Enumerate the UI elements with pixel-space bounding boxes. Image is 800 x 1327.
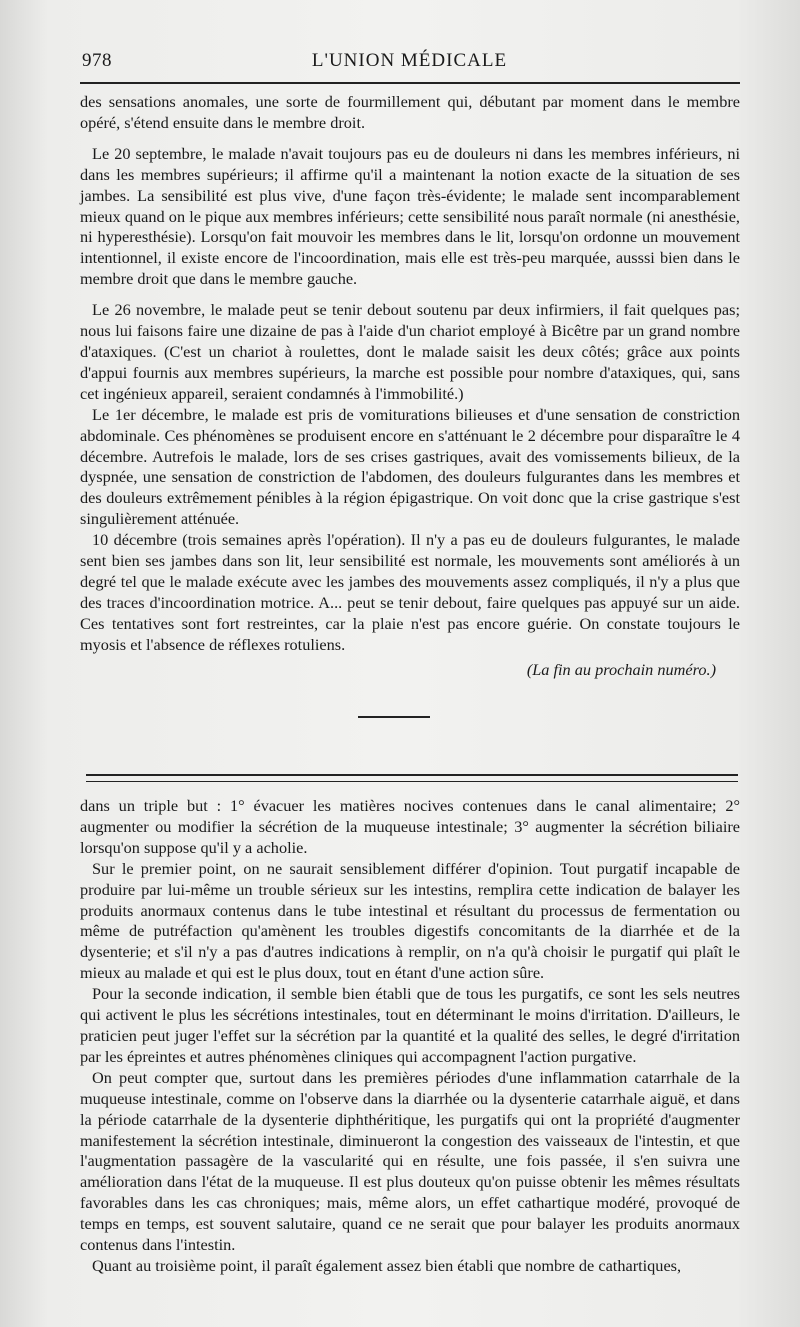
header-rule (80, 82, 740, 84)
page-header (82, 46, 737, 76)
running-title: L'UNION MÉDICALE (311, 50, 508, 71)
article-paragraph: Le 1er décembre, le malade est pris de vomiturations bilieuses et d'une sensation de constriction abdominale. Ces phénomènes se produisent encore en s'atténuant le 2 décembre pour disparaître le 4 décembre. Autrefois le malade, lors de ses crises gastriques, avait des vomissements bilieux, de la dyspnée, une sensation de constriction de l'abdomen, des douleurs fulgurantes dans les membres et des douleurs extrêmement pénibles à la région épigastrique. On voit donc que la crise gastrique s'est singulièrement atténuée. (80, 404, 740, 529)
continuation-note: (La fin au prochain numéro.) (526, 659, 716, 679)
feuilleton-separator (86, 774, 738, 782)
feuilleton-paragraph: Sur le premier point, on ne saurait sensiblement différer d'opinion. Tout purgatif incapable de produire par lui-même un trouble sérieux sur les intestins, remplira cette indication de balayer les produits anormaux contenus dans le tube intestinal et résultant du processus de fermentation ou même de putréfaction qu'amènent les troubles digestifs concomitants de la diarrhée et de la dysenterie; et s'il n'y a pas d'autres indications à remplir, on n'a qu'à choisir le purgatif qui plaît le mieux au malade et qui est le plus doux, tout en étant d'une action sûre. (80, 858, 740, 983)
article-paragraph: Le 26 novembre, le malade peut se tenir debout soutenu par deux infirmiers, il fait quelques pas; nous lui faisons faire une dizaine de pas à l'aide d'un chariot employé à Bicêtre par un grand nombre d'ataxiques. (C'est un chariot à roulettes, dont le malade saisit les deux côtés; grâce aux points d'appui fournis aux membres supérieurs, la marche est possible pour nombre d'ataxiques, qui, sans cet ingénieux appareil, seraient condamnés à l'immobilité.) (80, 300, 740, 403)
feuilleton-body (80, 796, 740, 1277)
section-end-rule (358, 716, 430, 718)
feuilleton-paragraph: Quant au troisième point, il paraît également assez bien établi que nombre de cathartiques, (92, 1255, 682, 1275)
feuilleton-paragraph: dans un triple but : 1° évacuer les matières nocives contenues dans le canal alimentaire; 2° augmenter ou modifier la sécrétion de la muqueuse intestinale; 3° augmenter la sécrétion biliaire lorsqu'on suppose qu'il y a acholie. (80, 796, 740, 857)
article-paragraph: Le 20 septembre, le malade n'avait toujours pas eu de douleurs ni dans les membres inférieurs, ni dans les membres supérieurs; il affirme qu'il a maintenant la notion exacte de la situation de ses jambes. La sensibilité est plus vive, d'une façon très-évidente; le malade sent incomparablement mieux quand on le pique aux membres inférieurs; cette sensibilité nous paraît normale (ni anesthésie, ni hyperesthésie). Lorsqu'on fait mouvoir les membres dans le lit, lorsqu'on ordonne un mouvement intentionnel, il existe encore de l'incoordination, mais elle est très-peu marquée, ausssi bien dans le membre droit que dans le membre gauche. (80, 143, 740, 289)
feuilleton-paragraph: Pour la seconde indication, il semble bien établi que de tous les purgatifs, ce sont les sels neutres qui activent le plus les sécrétions intestinales, tout en déterminant le moins d'irritation. D'ailleurs, le praticien peut juger l'effet sur la sécrétion par la quantité et la qualité des selles, le degré d'irritation par les épreintes et autres phénomènes cliniques qui accompagnent l'action purgative. (80, 984, 740, 1066)
article-body (80, 92, 740, 680)
page-number: 978 (82, 50, 112, 71)
article-paragraph: 10 décembre (trois semaines après l'opération). Il n'y a pas eu de douleurs fulgurantes, le malade sent bien ses jambes dans son lit, leur sensibilité est normale, les mouvements sont améliorés à un degré tel que le malade exécute avec les jambes des mouvements assez compliqués, il n'y a plus que des traces d'incoordination motrice. A... peut se tenir debout, faire quelques pas appuyé sur un aide. Ces tentatives sont fort restreintes, car la plaie n'est pas encore guérie. On constate toujours le myosis et l'absence de réflexes rotuliens. (80, 530, 740, 654)
feuilleton-paragraph: On peut compter que, surtout dans les premières périodes d'une inflammation catarrhale de la muqueuse intestinale, comme on l'observe dans la diarrhée ou la dysenterie catarrhale aiguë, et dans la période catarrhale de la dysenterie diphthéritique, les purgatifs qui ont la propriété d'augmenter manifestement la sécrétion intestinale, diminueront la congestion des vaisseaux de l'intestin, et que l'augmentation passagère de la vascularité qui en résulte, une fois passée, il s'en suivra une amélioration dans l'état de la muqueuse. Il est plus douteux qu'on puisse obtenir les mêmes résultats favorables dans les cas chroniques; mais, même alors, un effet cathartique modéré, provoqué de temps en temps, est souvent salutaire, quand ce ne serait que pour balayer les produits anormaux contenus dans l'intestin. (80, 1067, 740, 1255)
article-paragraph: des sensations anomales, une sorte de fourmillement qui, débutant par moment dans le membre opéré, s'étend ensuite dans le membre droit. (80, 92, 740, 132)
